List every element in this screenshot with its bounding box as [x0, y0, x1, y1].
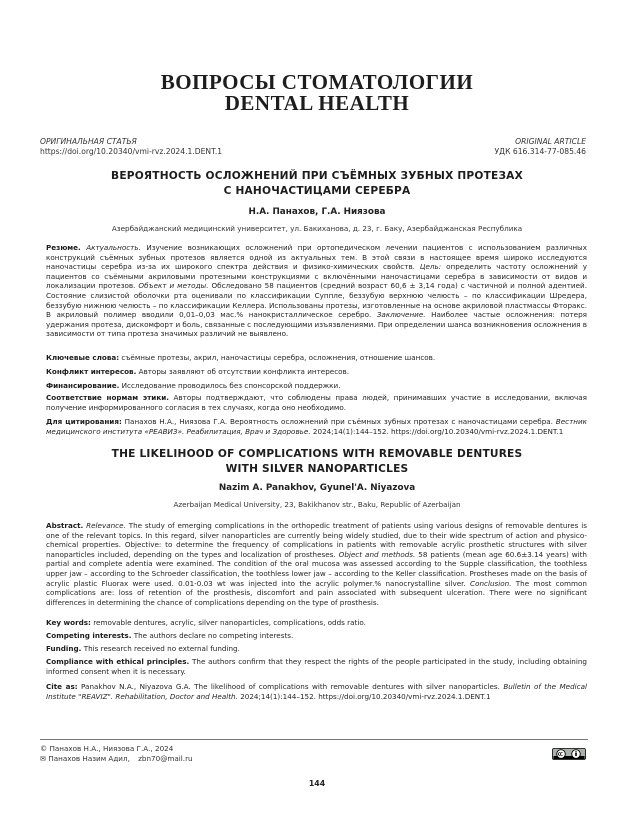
funding-ru-text: Исследование проводилось без спонсорской поддержки. [121, 381, 341, 390]
article-doi[interactable]: https://doi.org/10.20340/vmi-rvz.2024.1.DENT.1 [40, 147, 223, 156]
title-ru-line2: С НАНОЧАСТИЦАМИ СЕРЕБРА [223, 185, 411, 197]
cite-en-text: Panakhov N.A., Niyazova G.A. The likelihood of complications with removable dentures with silver nanoparticles. [81, 682, 500, 691]
relevance-en-label: Relevance. [86, 521, 126, 530]
article-type-ru: ОРИГИНАЛЬНАЯ СТАТЬЯ [40, 137, 137, 146]
cc-by-license-icon[interactable] [552, 745, 586, 757]
title-en-line2: WITH SILVER NANOPARTICLES [225, 463, 409, 475]
title-en-line1: THE LIKELIHOOD OF COMPLICATIONS WITH REMOVABLE DENTURES [111, 448, 523, 460]
article-meta-left [40, 137, 222, 157]
funding-ru [46, 381, 587, 391]
article-meta-right [495, 137, 586, 157]
contact-line [40, 754, 193, 764]
conflict-ru [46, 367, 587, 377]
abstract-en-label: Abstract. [46, 521, 84, 530]
funding-ru-label: Финансирование. [46, 381, 120, 390]
abstract-ru [46, 243, 587, 339]
goal-ru-label: Цель: [419, 262, 442, 272]
cite-ru-text: Панахов Н.А., Ниязова Г.А. Вероятность осложнений при съёмных зубных протезах с наночастицами серебра. [124, 417, 553, 426]
cite-en-journal: Bulletin of the Medical Institute "REAVIZ". Rehabilitation, Doctor and Health. [46, 682, 587, 701]
authors-en: Nazim A. Panakhov, Gyunel'A. Niyazova [218, 483, 416, 493]
cite-ru-tail: 2024;14(1):144–152. https://doi.org/10.20340/vmi-rvz.2024.1.DENT.1 [312, 426, 564, 436]
contact-name: Панахов Назим Адил, [48, 754, 130, 763]
keywords-ru-text: съёмные протезы, акрил, наночастицы серебра, осложнения, отношение шансов. [121, 353, 436, 362]
page-number: 144 [308, 779, 326, 788]
keywords-en-text: removable dentures, acrylic, silver nanoparticles, complications, odds ratio. [93, 618, 366, 627]
affiliation-en: Azerbaijan Medical University, 23, Bakikhanov str., Baku, Republic of Azerbaijan [173, 500, 461, 509]
conclusion-ru-text: Наиболее частые осложнения: потеря удержания протеза, дискомфорт и боль, связанные с последующими изъязвлениями. При определении шанса возникновения осложнения в зависимости от типа протеза значимых различий не выявлено. [46, 310, 587, 339]
conclusion-ru-label: Заключение. [376, 310, 426, 320]
keywords-en [46, 618, 587, 628]
keywords-en-label: Key words: [46, 618, 91, 627]
methods-en-text: 58 patients (mean age 60.6±3.14 years) with partial and complete adentia were examined. The condition of the oral mucosa was assessed according to the Supple classification, the toothless upper jaw – according to the Schroeder classification, the toothless lower jaw – according to the Keller classification. Prostheses made on the basis of acrylic plastic Fluorax were used. 0.01-0.03 wt was injected into the acrylic polymer.% nanocrystalline silver. [46, 549, 587, 588]
contact-email[interactable]: zbn70@mail.ru [138, 754, 193, 763]
footer-divider [40, 739, 588, 740]
title-ru-line1: ВЕРОЯТНОСТЬ ОСЛОЖНЕНИЙ ПРИ СЪЁМНЫХ ЗУБНЫХ ПРОТЕЗАХ [111, 170, 523, 182]
ethics-en [46, 657, 587, 676]
relevance-ru-label: Актуальность. [86, 243, 141, 252]
journal-title-ru: ВОПРОСЫ СТОМАТОЛОГИИ [160, 70, 474, 94]
conclusion-en-text: The most common complications are: loss of retention of the prosthesis, discomfort and pain associated with subsequent ulceration. There were no significant differences in determining the chance of complications depending on the type of prosthesis. [46, 578, 587, 607]
copyright: © Панахов Н.А., Ниязова Г.А., 2024 [40, 744, 174, 753]
funding-en-text: This research received no external funding. [83, 644, 240, 653]
cite-en-label: Cite as: [46, 682, 78, 691]
affiliation-ru: Азербайджанский медицинский университет, ул. Бакиханова, д. 23, г. Баку, Азербайджанская Республика [111, 224, 523, 233]
authors-ru: Н.А. Панахов, Г.А. Ниязова [248, 207, 386, 217]
ethics-en-text: The authors confirm that they respect the rights of the people participated in the study, including obtaining informed consent when it is necessary. [46, 657, 587, 676]
funding-en-label: Funding. [46, 644, 82, 653]
journal-title-en: DENTAL HEALTH [224, 91, 410, 115]
ethics-ru-text: Авторы подтверждают, что соблюдены права людей, принимавших участие в исследовании, включая получение информированного согласия в тех случаях, когда оно необходимо. [46, 393, 587, 412]
cite-en [46, 682, 587, 701]
envelope-icon: ✉ [40, 754, 47, 763]
cite-en-tail: 2024;14(1):144–152. https://doi.org/10.20340/vmi-rvz.2024.1.DENT.1 [240, 691, 491, 701]
cite-ru-journal: Вестник медицинского института «РЕАВИЗ». Реабилитация, Врач и Здоровье. [46, 417, 587, 436]
abstract-en [46, 521, 587, 607]
ethics-ru-label: Соответствие нормам этики. [46, 393, 169, 402]
conflict-en-label: Competing interests. [46, 631, 132, 640]
title-ru [30, 169, 604, 199]
keywords-ru-label: Ключевые слова: [46, 353, 120, 362]
relevance-en-text: The study of emerging complications in the orthopedic treatment of patients using various designs of removable dentures is one of the relevant topics. In this regard, silver nanoparticles are currently being widely studied, due to their wide spectrum of action and physico-chemical properties. Objective: to determine the frequency of complications in patients with removable acrylic prosthetic structures with silver nanoparticles included, depending on the types and localization of prostheses. [46, 521, 587, 559]
title-en [30, 447, 604, 477]
article-udc: УДК 616.314-77-085.46 [494, 147, 586, 156]
goal-ru-text: определить частоту осложнений у пациентов со съёмными акриловыми протезными конструкциями с включёнными наночастицами серебра в зависимости от видов и локализации протезов. [46, 262, 587, 291]
relevance-ru-text: Изучение возникающих осложнений при ортопедическом лечении пациентов с использованием различных конструкций съёмных зубных протезов является одной из актуальных тем. В этой связи в настоящее время широко исследуются наночастицы серебра из-за их широкого спектра действия и физико-химических свойств. [46, 243, 587, 272]
footer-info [40, 744, 193, 764]
conflict-en [46, 631, 587, 641]
abstract-ru-label: Резюме. [46, 243, 81, 252]
funding-en [46, 644, 587, 654]
methods-en-label: Object and methods. [338, 549, 416, 559]
conflict-en-text: The authors declare no competing interests. [133, 631, 294, 640]
article-type-en: ORIGINAL ARTICLE [515, 137, 586, 146]
conclusion-en-label: Conclusion. [470, 578, 512, 588]
conflict-ru-label: Конфликт интересов. [46, 367, 137, 376]
cite-ru [46, 417, 587, 436]
ethics-ru [46, 393, 587, 412]
cite-ru-label: Для цитирования: [46, 417, 122, 426]
methods-ru-label: Объект и методы. [138, 281, 209, 291]
ethics-en-label: Compliance with ethical principles. [46, 657, 190, 666]
keywords-ru [46, 353, 587, 363]
conflict-ru-text: Авторы заявляют об отсутствии конфликта интересов. [138, 367, 350, 376]
methods-ru-text: Обследовано 58 пациентов (средний возраст 60,6 ± 3,14 года) с частичной и полной адентией. Состояние слизистой оболочки рта оценивали по классификации Суппле, беззубую верхнюю челюсть – по классификации Шредера, беззубую нижнюю челюсть – по классификации Келлера. Использованы протезы, изготовленные на основе акриловой пластмассы Фторакс. В акриловый полимер вводили 0,01–0,03 мас.% нанокристаллическое серебро. [46, 281, 587, 320]
